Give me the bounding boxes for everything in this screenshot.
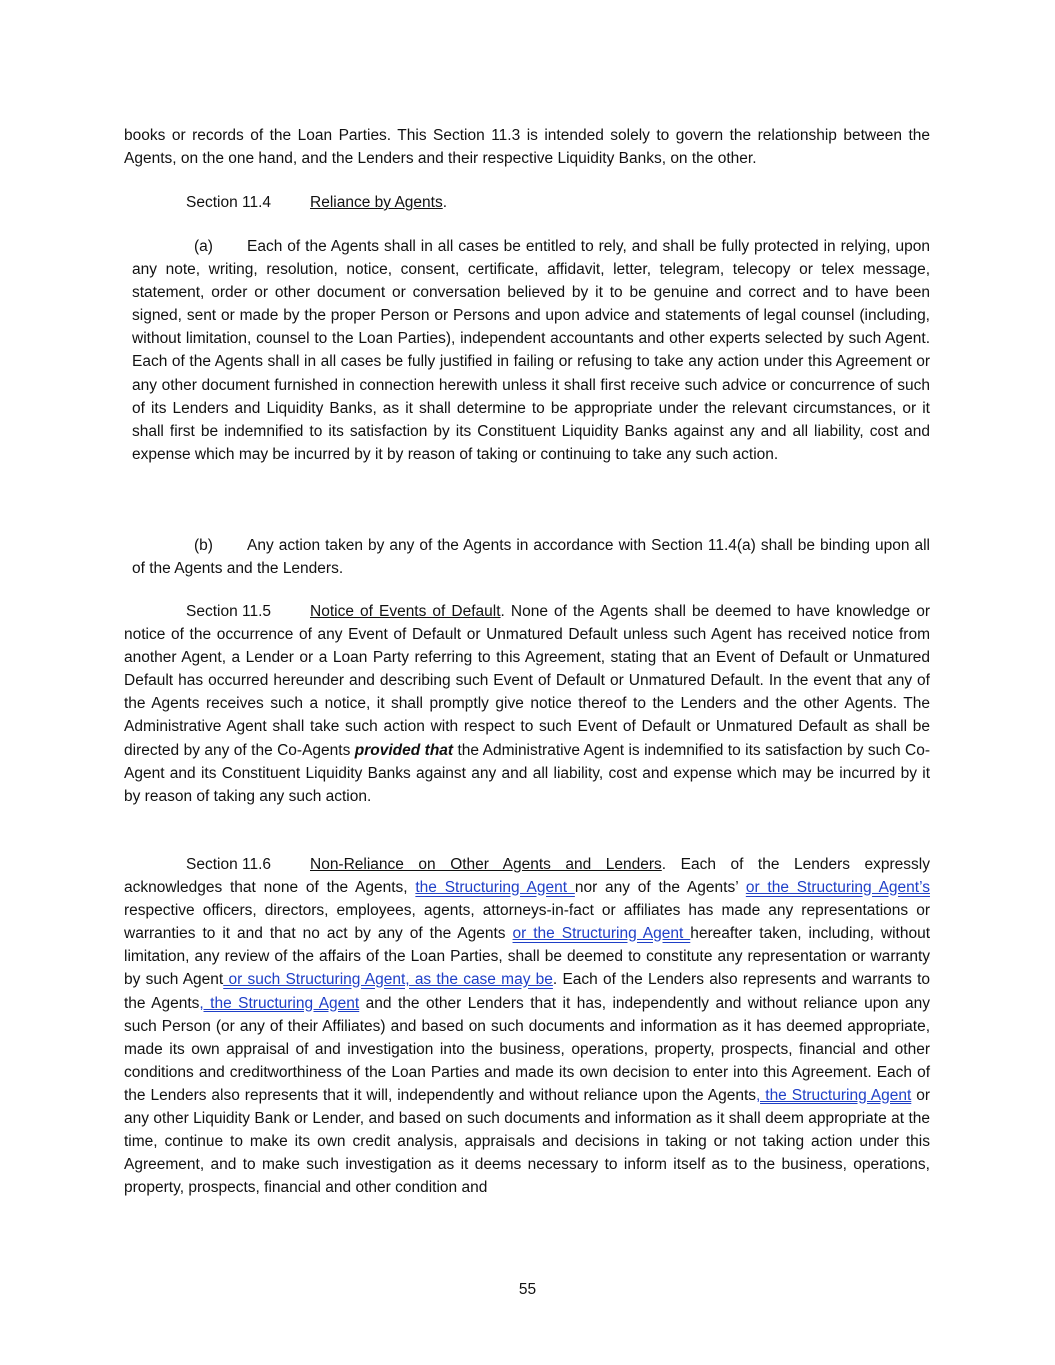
section-11-5-paragraph xyxy=(124,600,930,808)
section-11-4-a-paragraph xyxy=(132,235,930,466)
section-text: . None of the Agents shall be deemed to have knowledge or notice of the occurrence of any Event of Default or Unmatured Default unless such Agent has received notice from another Agent, a Lender or a Loan Party referring to this Agreement, stating that an Event of Default or Unmatured Default has occurred hereunder and describing such Event of Default or Unmatured Default. In the event that any of the Agents receives such a notice, it shall promptly give notice thereof to the Lenders and the other Agents. The Administrative Agent shall take such action with respect to such Event of Default or Unmatured Default as shall be directed by any of the Co-Agents xyxy=(124,603,930,759)
inserted-text: or the Structuring Agent’s xyxy=(745,879,930,897)
section-title: Notice of Events of Default xyxy=(310,603,501,620)
inserted-text: , the Structuring Agent xyxy=(199,994,360,1012)
inserted-text: or such Structuring Agent, as the case may be xyxy=(223,971,553,989)
section-text: nor any of the Agents’ xyxy=(574,879,746,897)
section-number: Section 11.6 xyxy=(186,856,272,873)
section-text: or any other Liquidity Bank or Lender, and based on such documents and information as it shall deem appropriate at the time, continue to make its own credit analysis, appraisals and decisions in taking or not taking action under this Agreement, and to make such investigation as it deems necessary to inform itself as to the business, operations, property, prospects, financial and other condition and xyxy=(124,1086,930,1197)
section-text: the Administrative Agent is indemnified to its satisfaction by such Co-Agent and its Constituent Liquidity Banks against any and all liability, cost and expense which may be incurred by it by reason of taking any such action. xyxy=(124,741,930,805)
section-11-6-paragraph xyxy=(124,853,930,1199)
page-number: 55 xyxy=(518,1281,537,1298)
section-text: and the other Lenders that it has, independently and without reliance upon any such Person (or any of their Affiliates) and based on such documents and information as it has deemed appropriate, made its own appraisal of and investigation into the business, operations, property, prospects, financial and other conditions and creditworthiness of the Loan Parties and made its own decision to enter into this Agreement. Each of the Lenders also represents that it will, independently and without reliance upon the Agents xyxy=(124,994,930,1104)
section-title: Reliance by Agents xyxy=(310,194,443,211)
inserted-text: or the Structuring Agent xyxy=(512,925,691,943)
inserted-text: the Structuring Agent xyxy=(415,879,575,897)
subsection-text: Each of the Agents shall in all cases be entitled to rely, and shall be fully protected in relying, upon any note, writing, resolution, notice, consent, certificate, affidavit, letter, telegram, telecopy or telex message, statement, order or other document or conversation believed by it to be genuine and correct and to have been signed, sent or made by the proper Person or Persons and upon advice and statements of legal counsel (including, without limitation, counsel to the Loan Parties), independent accountants and other experts selected by such Agent. Each of the Agents shall in all cases be fully justified in failing or refusing to take any action under this Agreement or any other document furnished in connection herewith unless it shall first receive such advice or concurrence of such of its Lenders and Liquidity Banks, as it shall determine to be appropriate under the relevant circumstances, or it shall first be indemnified to its satisfaction by its Constituent Liquidity Banks against any and all liability, cost and expense which may be incurred by it by reason of taking or continuing to take any such action. xyxy=(132,238,930,463)
section-text: . Each of the Lenders expressly acknowledges that none of the Agents, xyxy=(124,856,930,897)
section-number: Section 11.5 xyxy=(186,603,272,620)
subsection-text: Any action taken by any of the Agents in accordance with Section 11.4(a) shall be binding upon all of the Agents and the Lenders. xyxy=(132,537,930,578)
intro-paragraph xyxy=(124,124,930,170)
section-number: Section 11.4 xyxy=(186,194,272,211)
section-title: Non-Reliance on Other Agents and Lenders xyxy=(310,856,662,873)
intro-text: books or records of the Loan Parties. This Section 11.3 is intended solely to govern the relationship between the Agents, on the one hand, and the Lenders and their respective Liquidity Banks, on the other. xyxy=(124,127,930,168)
section-11-4-b-paragraph xyxy=(132,534,930,580)
section-11-4-heading xyxy=(186,191,447,214)
section-title-end: . xyxy=(442,194,448,211)
subsection-label: (b) xyxy=(194,537,213,554)
section-text: . Each of the Lenders also represents and warrants to the Agents xyxy=(124,971,931,1012)
section-text: respective officers, directors, employees, agents, attorneys-in-fact or affiliates has made any representations or warranties to it and that no act by any of the Agents xyxy=(124,902,930,943)
inserted-text: , the Structuring Agent xyxy=(756,1086,912,1104)
section-text: hereafter taken, including, without limitation, any review of the affairs of the Loan Parties, shall be deemed to constitute any representation or warranty by such Agent xyxy=(124,925,931,989)
emphasis-text: provided that xyxy=(354,741,454,759)
subsection-label: (a) xyxy=(194,238,213,255)
